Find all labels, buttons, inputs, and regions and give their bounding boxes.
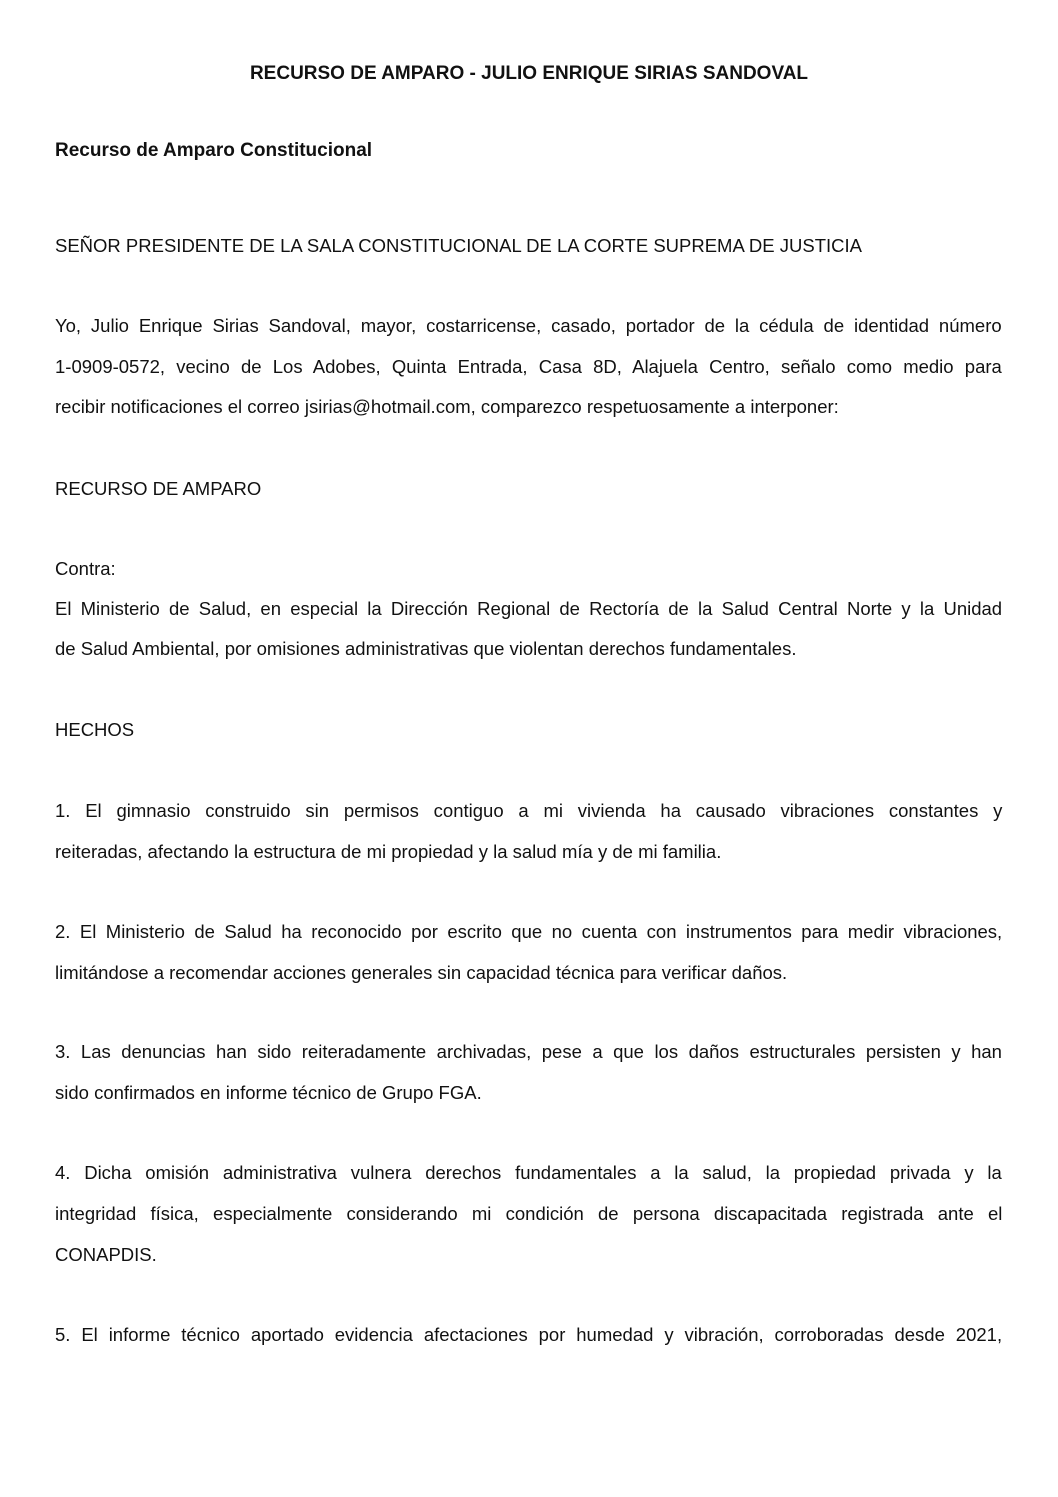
hechos-heading: HECHOS	[55, 719, 135, 740]
addressee: SEÑOR PRESIDENTE DE LA SALA CONSTITUCIONAL DE LA CORTE SUPREMA DE JUSTICIA	[55, 235, 862, 256]
contra-line: de Salud Ambiental, por omisiones administrativas que violentan derechos fundamentales.	[55, 638, 797, 659]
hecho-5-line: 5. El informe técnico aportado evidencia afectaciones por humedad y vibración, corroboradas desde 2021,	[55, 1324, 1003, 1345]
hecho-1-line: reiteradas, afectando la estructura de mi propiedad y la salud mía y de mi familia.	[55, 841, 722, 862]
document-title: RECURSO DE AMPARO - JULIO ENRIQUE SIRIAS SANDOVAL	[249, 63, 809, 84]
contra-label: Contra:	[55, 558, 116, 579]
document-subtitle: Recurso de Amparo Constitucional	[55, 140, 373, 161]
intro-line: Yo, Julio Enrique Sirias Sandoval, mayor, costarricense, casado, portador de la cédula de identidad número	[55, 315, 1002, 336]
intro-line: 1-0909-0572, vecino de Los Adobes, Quinta Entrada, Casa 8D, Alajuela Centro, señalo como medio para	[55, 356, 1002, 377]
intro-line: recibir notificaciones el correo jsirias@hotmail.com, comparezco respetuosamente a interponer:	[55, 396, 839, 417]
hecho-4-line: integridad física, especialmente considerando mi condición de persona discapacitada registrada ante el	[55, 1203, 1003, 1224]
hecho-4-line: CONAPDIS.	[55, 1244, 157, 1265]
contra-line: El Ministerio de Salud, en especial la Dirección Regional de Rectoría de la Salud Central Norte y la Unidad	[55, 598, 1003, 619]
hecho-3-line: sido confirmados en informe técnico de Grupo FGA.	[55, 1082, 482, 1103]
hecho-4-line: 4. Dicha omisión administrativa vulnera derechos fundamentales a la salud, la propiedad privada y la	[55, 1162, 1002, 1183]
hecho-1-line: 1. El gimnasio construido sin permisos contiguo a mi vivienda ha causado vibraciones constantes y	[55, 800, 1003, 821]
hecho-3-line: 3. Las denuncias han sido reiteradamente archivadas, pese a que los daños estructurales persisten y han	[55, 1041, 1002, 1062]
hecho-2-line: limitándose a recomendar acciones generales sin capacidad técnica para verificar daños.	[55, 962, 788, 983]
hecho-2-line: 2. El Ministerio de Salud ha reconocido por escrito que no cuenta con instrumentos para medir vibraciones,	[55, 921, 1003, 942]
recurso-heading: RECURSO DE AMPARO	[55, 478, 262, 499]
